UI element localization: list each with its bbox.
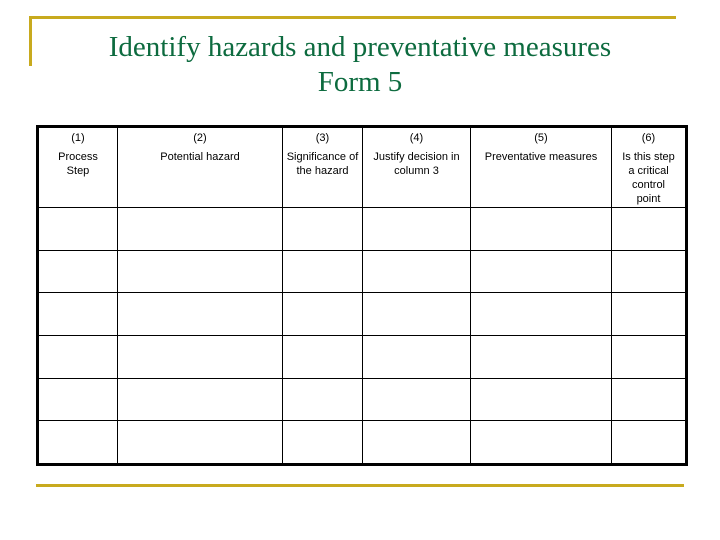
table-row <box>38 250 687 293</box>
column-header-process-step <box>38 127 118 208</box>
table-cell <box>612 378 687 421</box>
table-cell <box>471 208 612 251</box>
table-cell <box>118 378 283 421</box>
table-cell <box>612 250 687 293</box>
table-cell <box>471 335 612 378</box>
table-cell <box>363 293 471 336</box>
table-cell <box>118 293 283 336</box>
hazard-analysis-table <box>36 125 688 466</box>
table-cell <box>283 293 363 336</box>
table-row <box>38 378 687 421</box>
table-cell <box>612 208 687 251</box>
table-cell <box>38 208 118 251</box>
table-row <box>38 293 687 336</box>
table-cell <box>471 250 612 293</box>
table-cell <box>612 293 687 336</box>
table-row <box>38 421 687 465</box>
table-cell <box>283 378 363 421</box>
table-cell <box>471 378 612 421</box>
table-cell <box>283 421 363 465</box>
table-cell <box>363 335 471 378</box>
table-cell <box>38 378 118 421</box>
table-cell <box>118 421 283 465</box>
table-row <box>38 208 687 251</box>
table-cell <box>363 378 471 421</box>
column-label: Potential hazard <box>160 151 240 163</box>
column-label: Process Step <box>58 151 98 177</box>
column-number: (2) <box>193 132 207 144</box>
top-accent-rule <box>32 16 676 19</box>
table-cell <box>471 421 612 465</box>
title-line-2: Form 5 <box>317 66 403 98</box>
table-cell <box>612 335 687 378</box>
column-number: (6) <box>641 132 656 144</box>
table-cell <box>38 250 118 293</box>
column-number: (3) <box>315 132 330 144</box>
column-number: (4) <box>409 132 424 144</box>
column-number: (5) <box>534 132 548 144</box>
table-cell <box>118 335 283 378</box>
table-cell <box>118 250 283 293</box>
column-header-critical-control-point <box>612 127 687 208</box>
page-title <box>0 30 720 100</box>
column-label: Significance of the hazard <box>286 151 359 177</box>
bottom-accent-rule <box>36 484 684 487</box>
column-number: (1) <box>71 132 85 144</box>
table-cell <box>283 250 363 293</box>
column-header-significance <box>283 127 363 208</box>
table-cell <box>363 208 471 251</box>
table-cell <box>38 335 118 378</box>
table-cell <box>612 421 687 465</box>
table-cell <box>38 421 118 465</box>
table-row <box>38 335 687 378</box>
table-cell <box>363 250 471 293</box>
table-cell <box>283 208 363 251</box>
column-label: Justify decision in column 3 <box>373 151 460 177</box>
header-row <box>38 127 687 208</box>
column-header-potential-hazard <box>118 127 283 208</box>
table-cell <box>38 293 118 336</box>
table-cell <box>118 208 283 251</box>
title-line-1: Identify hazards and preventative measures <box>108 31 612 63</box>
column-label: Is this step a critical control point <box>622 151 675 205</box>
column-label: Preventative measures <box>484 151 598 163</box>
table-cell <box>283 335 363 378</box>
column-header-justify-decision <box>363 127 471 208</box>
column-header-preventative-measures <box>471 127 612 208</box>
table-cell <box>471 293 612 336</box>
table-cell <box>363 421 471 465</box>
